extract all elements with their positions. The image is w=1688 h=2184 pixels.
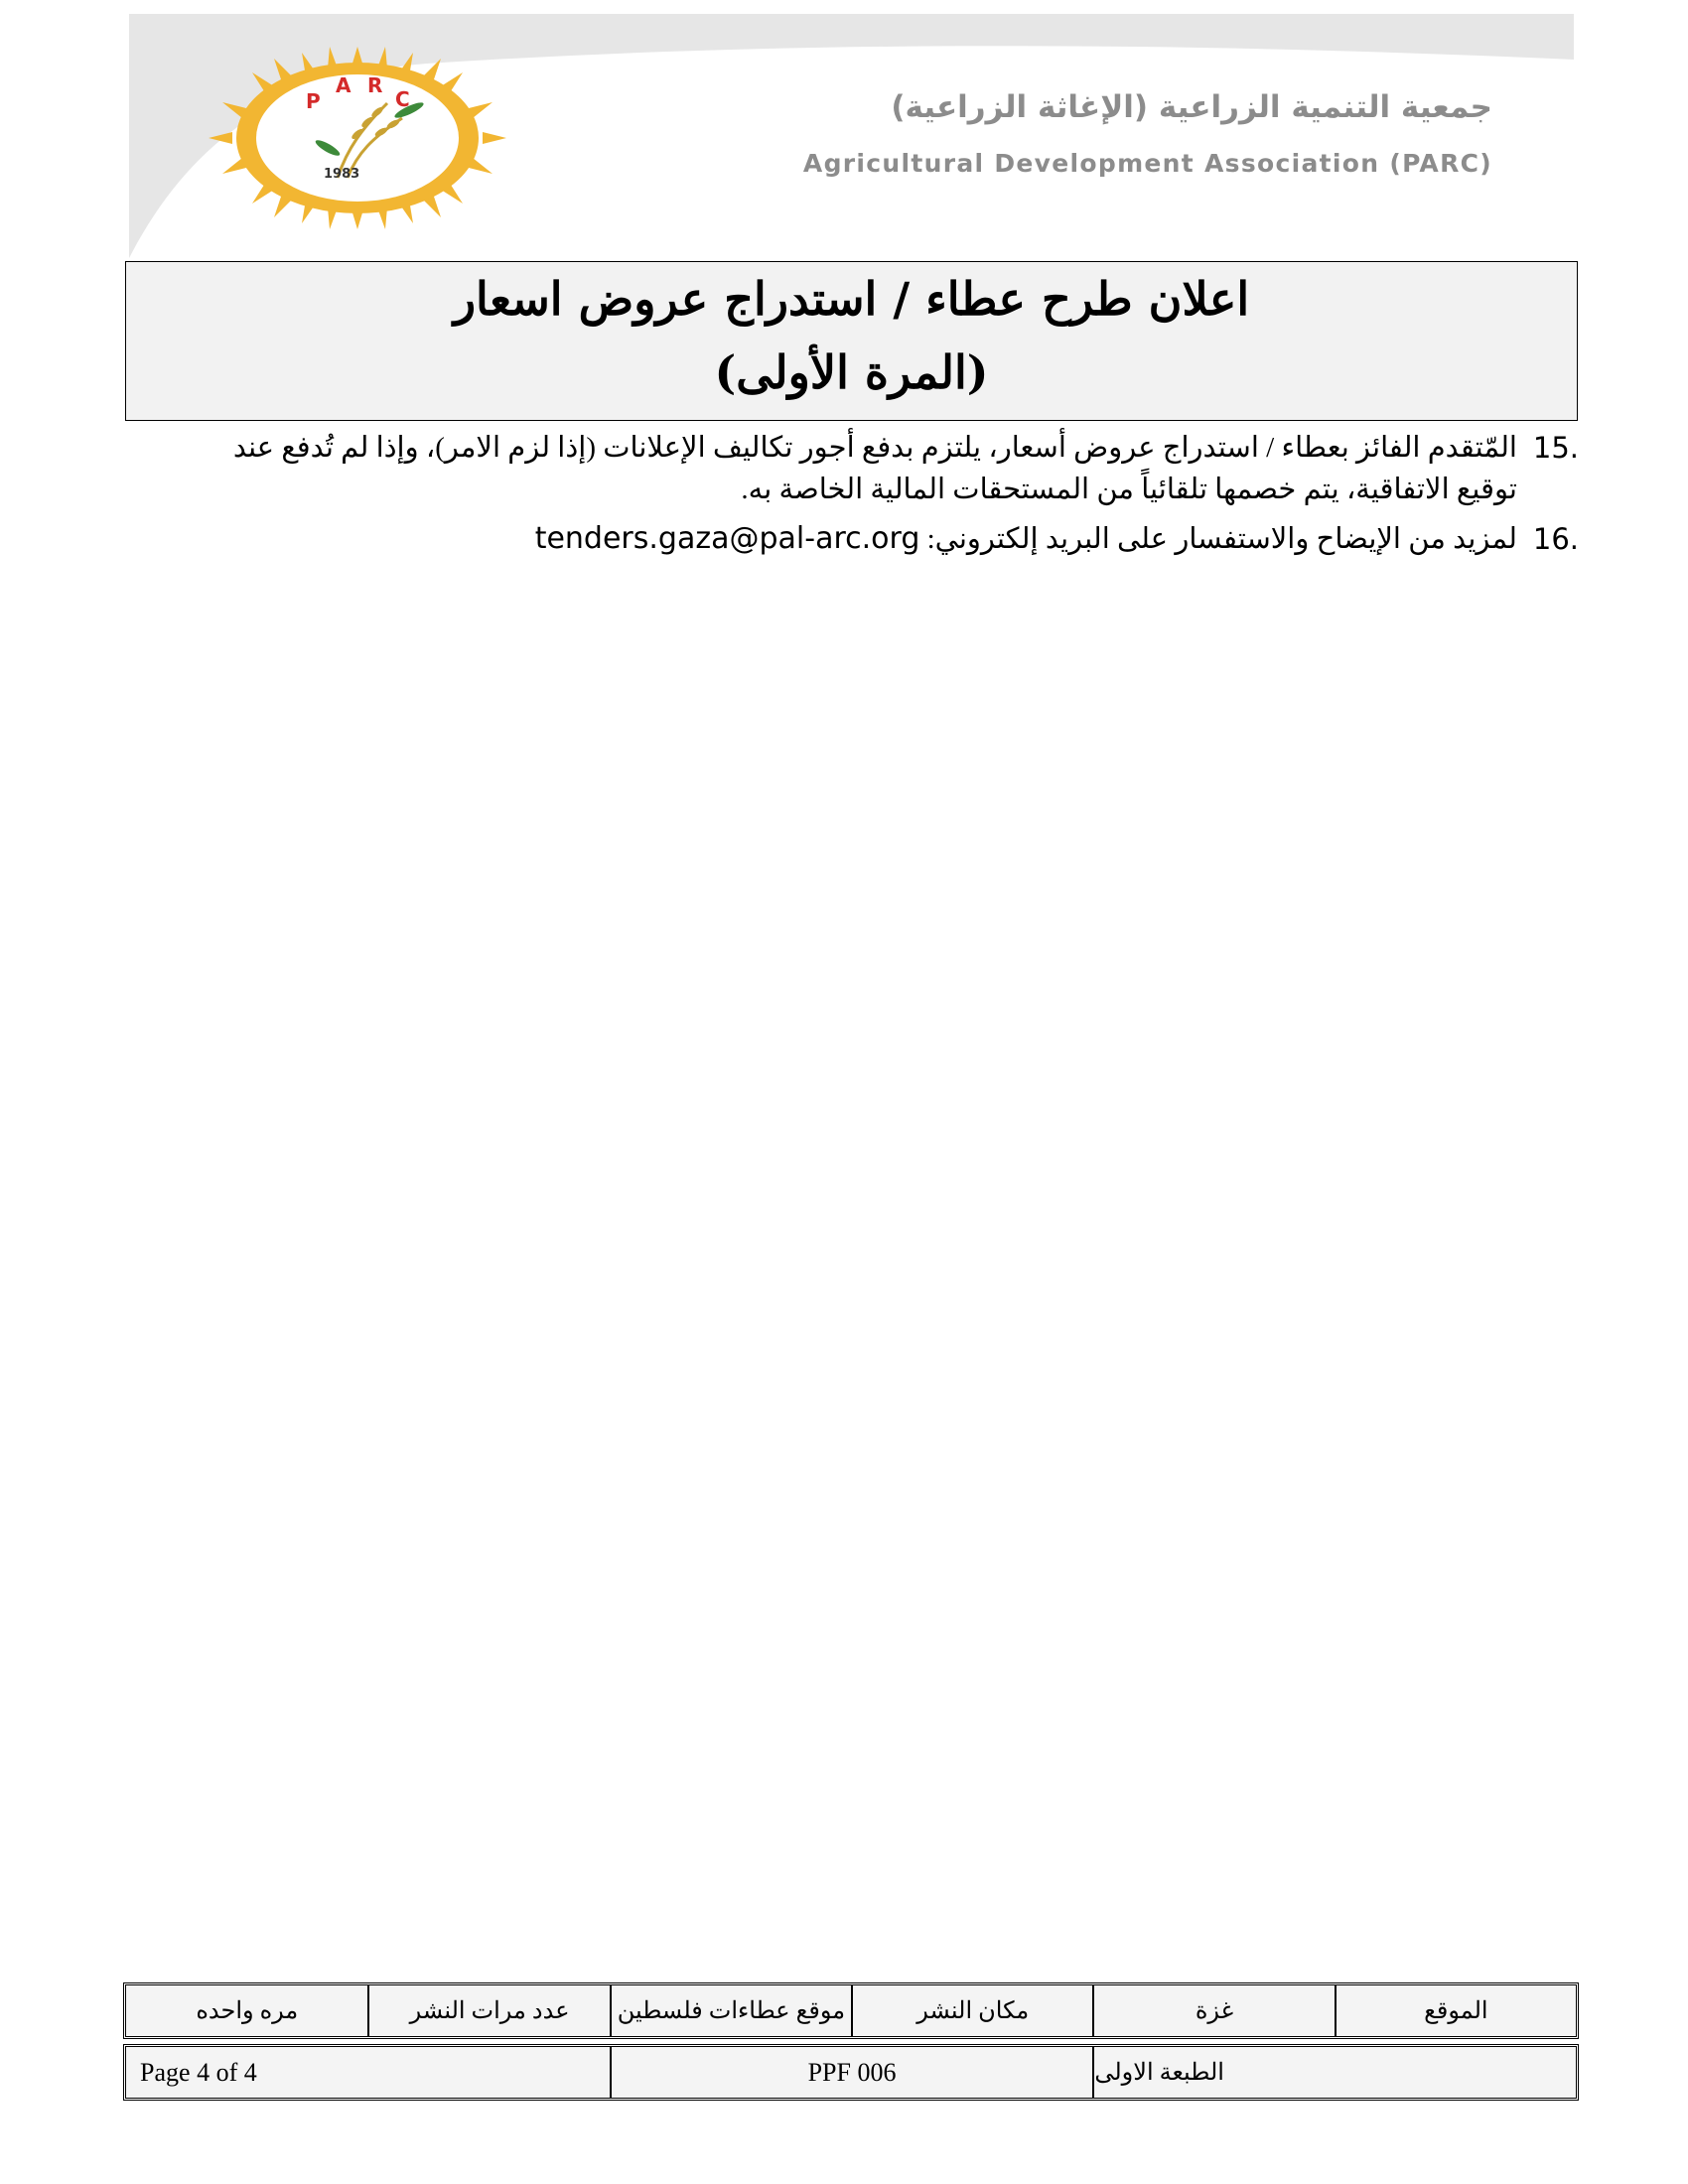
logo-letter-c: C <box>395 87 410 111</box>
footer-cell-publish-place-label: مكان النشر <box>851 1985 1092 2036</box>
list-item-text-line-2: توقيع الاتفاقية، يتم خصمها تلقائياً من المستحقات المالية الخاصة به. <box>741 474 1517 505</box>
footer-cell-location-value: غزة <box>1092 1985 1334 2036</box>
footer-page-number: Page 4 of 4 <box>126 2047 610 2098</box>
list-item-number: 16. <box>1532 522 1579 556</box>
org-name-arabic: جمعية التنمية الزراعية (الإغاثة الزراعية) <box>891 89 1492 125</box>
footer-edition: الطبعة الاولى <box>1092 2047 1576 2098</box>
footer-cell-publish-count-value: مره واحده <box>126 1985 367 2036</box>
org-name-english: Agricultural Development Association (PARC) <box>802 149 1492 178</box>
parc-logo <box>204 44 511 232</box>
footer-cell-publish-place-value: موقع عطاءات فلسطين <box>610 1985 851 2036</box>
list-item <box>129 518 1579 566</box>
contact-text: لمزيد من الإيضاح والاستفسار على البريد إلكتروني: <box>926 523 1517 555</box>
logo-letter-r: R <box>367 73 383 97</box>
list-item-text-line-1: المّتقدم الفائز بعطاء / استدراج عروض أسعار، يلتزم بدفع أجور تكاليف الإعلانات (إذا لزم الامر)، وإذا لم تُدفع عند <box>232 432 1517 464</box>
footer-document-code: PPF 006 <box>610 2047 1093 2098</box>
footer-publication-table <box>123 1982 1579 2039</box>
list-item-text <box>535 518 1517 560</box>
logo-letter-p: P <box>306 89 321 113</box>
page-header <box>129 14 1574 258</box>
logo-letter-a: A <box>336 73 352 97</box>
logo-year: 1983 <box>324 167 360 182</box>
announcement-title-box <box>125 261 1578 421</box>
footer-cell-publish-count-label: عدد مرات النشر <box>367 1985 609 2036</box>
footer-document-info-table <box>123 2044 1579 2101</box>
list-item <box>129 427 1579 516</box>
footer-cell-location-label: الموقع <box>1335 1985 1576 2036</box>
list-item-number: 15. <box>1532 431 1579 465</box>
announcement-subtitle: (المرة الأولى) <box>714 345 989 399</box>
announcement-title: اعلان طرح عطاء / استدراج عروض اسعار <box>453 272 1250 326</box>
email-link[interactable]: tenders.gaza@pal-arc.org <box>534 521 920 556</box>
